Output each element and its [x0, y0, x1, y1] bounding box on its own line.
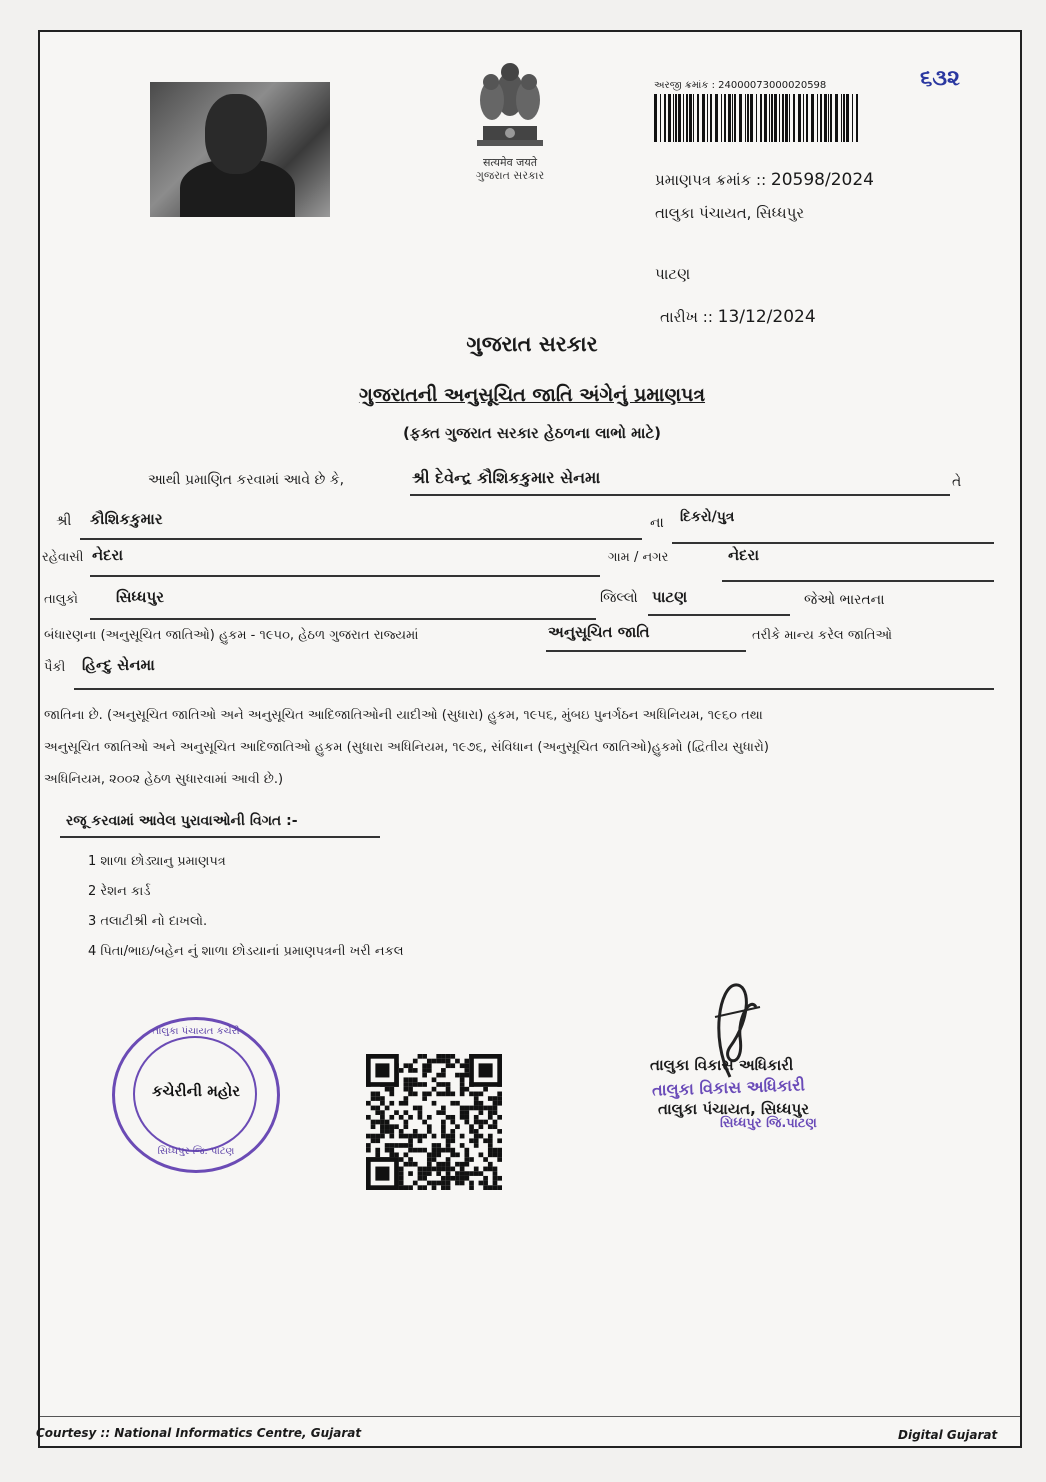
evidence-item: 3 તલાટીશ્રી નો દાખલો. — [88, 914, 208, 929]
applicant-name: શ્રી દેવેન્દ્ર કૌશિકકુમાર સેનમા — [412, 468, 601, 487]
evidence-heading: રજૂ કરવામાં આવેલ પુરાવાઓની વિગત :- — [66, 813, 298, 829]
district-underline — [648, 614, 790, 616]
name-suffix: તે — [952, 474, 962, 490]
applicant-photo — [150, 82, 330, 217]
officer-office: તાલુકા પંચાયત, સિધ્ધપુર — [658, 1100, 809, 1118]
application-number-label: અરજી ક્રમાંક : — [654, 80, 715, 91]
officer-stamp-line-1: તાલુકા વિકાસ અધિકારી — [651, 1075, 806, 1100]
legal-paragraph-line-2: અનુસૂચિત જાતિઓ અને અનુસૂચિત આદિજાતિઓ હુકમ (સુધારા અધિનિયમ, ૧૯૭૬, સંવિધાન (અનુસૂચિત જાતિઓ)હુકમો (દ્વિતીય સુધારો) — [44, 740, 769, 755]
issuing-district: પાટણ — [655, 265, 691, 283]
category-value: અનુસૂચિત જાતિ — [548, 623, 650, 641]
issuing-office: તાલુકા પંચાયત, સિધ્ધપુર — [655, 204, 805, 222]
district-label: જિલ્લો — [600, 590, 638, 606]
resident-label: રહેવાસી — [42, 550, 84, 565]
legal-paragraph-line-3: અધિનિયમ, ૨૦૦૨ હેઠળ સુધારવામાં આવી છે.) — [44, 772, 284, 787]
resident-value: નેદરા — [92, 546, 123, 564]
handwritten-number: ૬૩૨ — [920, 66, 960, 91]
category-underline — [546, 650, 746, 652]
seal-label: કચેરીની મહોર — [151, 1082, 241, 1100]
national-emblem-icon — [465, 54, 555, 154]
relation: દિકરો/પુત્ર — [680, 509, 735, 525]
relation-underline — [672, 542, 994, 544]
recognized-text: તરીકે માન્ય કરેલ જાતિઓ — [752, 628, 893, 643]
issue-date-label: તારીખ :: — [660, 308, 713, 326]
resident-underline — [90, 575, 600, 577]
emblem-motto: सत्यमेव जयते — [482, 156, 537, 169]
certificate-subtitle: (ફક્ત ગુજરાત સરકાર હેઠળના લાભો માટે) — [402, 424, 662, 442]
na-label: ના — [650, 515, 664, 531]
emblem-caption — [448, 156, 572, 182]
shri-label: શ્રી — [56, 513, 72, 529]
qr-code — [366, 1054, 502, 1190]
certificate-number — [655, 170, 874, 190]
office-seal — [112, 1017, 280, 1173]
district-value: પાટણ — [652, 588, 688, 606]
certify-prefix: આથી પ્રમાણિત કરવામાં આવે છે કે, — [148, 472, 345, 488]
village-label: ગામ / નગર — [608, 550, 669, 565]
evidence-item: 4 પિતા/ભાઇ/બહેન નું શાળા છોડયાનાં પ્રમાણપત્રની ખરી નકલ — [88, 944, 404, 959]
certificate-sheet — [38, 30, 1022, 1448]
taluka-label: તાલુકો — [44, 592, 79, 607]
application-number-value: 24000073000020598 — [718, 80, 827, 91]
footer-credit: Courtesy :: National Informatics Centre, Gujarat — [36, 1426, 362, 1440]
taluka-underline — [90, 618, 596, 620]
govt-title: ગુજરાત સરકાર — [466, 332, 598, 356]
issue-date — [660, 307, 816, 327]
seal-text-bottom: સિધ્ધપુર જિ. પાટણ — [157, 1146, 235, 1157]
footer-divider — [40, 1416, 1020, 1417]
india-suffix: જેઓ ભારતના — [804, 592, 885, 608]
taluka-value: સિધ્ધપુર — [116, 588, 164, 606]
application-number — [654, 80, 826, 91]
emblem-govt: ગુજરાત સરકાર — [475, 169, 545, 182]
father-name: કૌશિકકુમાર — [90, 510, 163, 528]
order-text: બંધારણના (અનુસૂચિત જાતિઓ) હુકમ - ૧૯૫૦, હેઠળ ગુજરાત રાજ્યમાં — [44, 628, 419, 643]
barcode — [654, 94, 862, 142]
seal-text-top: તાલુકા પંચાયત કચેરી — [152, 1026, 240, 1037]
officer-stamp-line-2: સિધ્ધપુર જિ.પાટણ — [720, 1116, 817, 1131]
officer-title: તાલુકા વિકાસ અધિકારી — [650, 1056, 794, 1074]
caste-value: હિન્દુ સેનમા — [82, 656, 155, 674]
among-label: પૈકી — [44, 660, 66, 675]
legal-paragraph-line-1: જાતિના છે. (અનુસૂચિત જાતિઓ અને અનુસૂચિત આદિજાતિઓની યાદીઓ (સુધારા) હુકમ, ૧૯૫૬, મુંબઇ પુનર્ગઠન અધિનિયમ, ૧૯૬૦ તથા — [44, 708, 763, 723]
footer-brand: Digital Gujarat — [898, 1428, 998, 1442]
evidence-underline — [60, 836, 380, 838]
evidence-item: 1 શાળા છોડ્યાનુ પ્રમાણપત્ર — [88, 854, 226, 869]
father-underline — [80, 538, 642, 540]
certificate-number-label: પ્રમાણપત્ર ક્રમાંક :: — [655, 171, 767, 189]
village-underline — [722, 580, 994, 582]
issue-date-value: 13/12/2024 — [717, 307, 816, 327]
name-underline — [410, 494, 950, 496]
evidence-item: 2 રેશન કાર્ડ — [88, 884, 151, 899]
certificate-number-value: 20598/2024 — [770, 170, 874, 190]
certificate-title: ગુજરાતની અનુસૂચિત જાતિ અંગેનું પ્રમાણપત્ર — [358, 384, 706, 406]
caste-underline — [74, 688, 994, 690]
village-value: નેદરા — [728, 546, 759, 564]
